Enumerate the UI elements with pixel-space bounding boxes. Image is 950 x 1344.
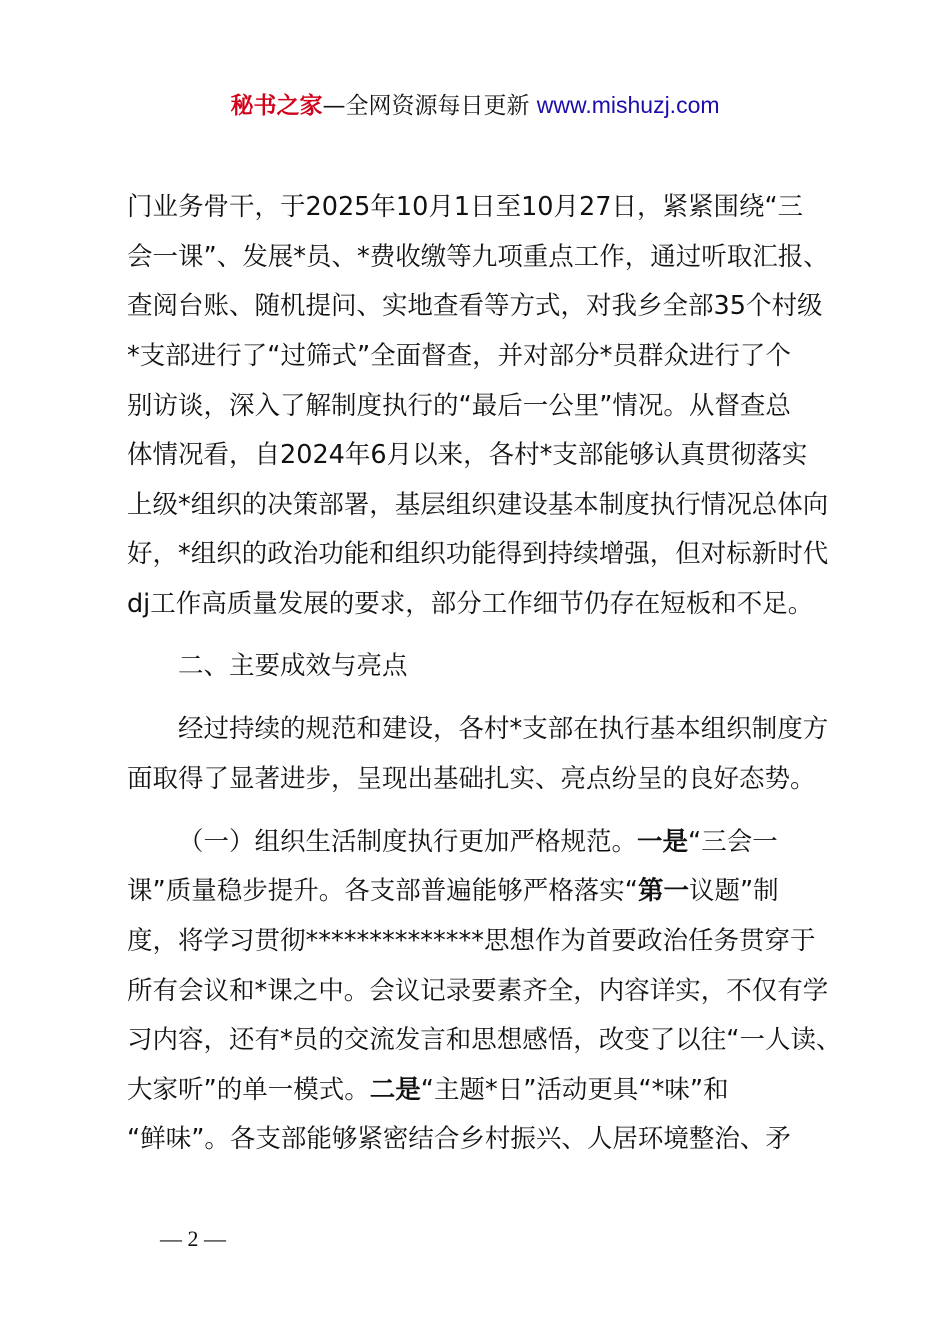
body-line: “鲜味”。各支部能够紧密结合乡村振兴、人居环境整治、矛	[127, 1124, 791, 1154]
body-line: 好，*组织的政治功能和组织功能得到持续增强，但对标新时代	[127, 539, 829, 569]
body-line: dj工作高质量发展的要求，部分工作细节仍存在短板和不足。	[127, 589, 814, 619]
body-line	[178, 825, 778, 859]
body-text: “主题*日”活动更具“*味”和	[420, 1075, 729, 1105]
body-line: 体情况看，自2024年6月以来，各村*支部能够认真贯彻落实	[127, 440, 808, 470]
body-text: “三会一	[688, 827, 778, 857]
body-line: 查阅台账、随机提问、实地查看等方式，对我乡全部35个村级	[127, 291, 823, 321]
body-line: 面取得了显著进步，呈现出基础扎实、亮点纷呈的良好态势。	[127, 764, 816, 794]
subsection-heading: （一）组织生活制度执行更加严格规范。	[178, 827, 638, 857]
body-text: 大家听”的单一模式。	[127, 1075, 370, 1105]
section-heading: 二、主要成效与亮点	[178, 651, 408, 681]
body-line: 上级*组织的决策部署，基层组织建设基本制度执行情况总体向	[127, 490, 829, 520]
body-line	[127, 874, 779, 908]
body-line: 别访谈，深入了解制度执行的“最后一公里”情况。从督查总	[127, 391, 791, 421]
page-number: — 2 —	[160, 1226, 226, 1251]
brand-name: 秘书之家	[230, 93, 323, 119]
body-line	[127, 1073, 729, 1107]
body-line: 会一课”、发展*员、*费收缴等九项重点工作，通过听取汇报、	[127, 242, 829, 272]
body-text: 课”质量稳步提升。各支部普遍能够严格落实“	[127, 876, 638, 906]
body-line: *支部进行了“过筛式”全面督查，并对部分*员群众进行了个	[127, 341, 791, 371]
emphasis: 第一	[637, 876, 689, 906]
body-text: 议题”制	[688, 876, 779, 906]
body-line: 度，将学习贯彻**************思想作为首要政治任务贯穿于	[127, 926, 816, 956]
site-header	[0, 88, 950, 123]
emphasis: 一是	[637, 827, 689, 857]
site-link[interactable]: www.mishuzj.com	[536, 92, 720, 118]
header-tagline: —全网资源每日更新	[322, 93, 537, 119]
body-line: 所有会议和*课之中。会议记录要素齐全，内容详实，不仅有学	[127, 976, 829, 1006]
emphasis: 二是	[369, 1075, 421, 1105]
body-line: 经过持续的规范和建设，各村*支部在执行基本组织制度方	[178, 714, 829, 744]
body-line: 门业务骨干，于2025年10月1日至10月27日，紧紧围绕“三	[127, 192, 804, 222]
body-line: 习内容，还有*员的交流发言和思想感悟，改变了以往“一人读、	[127, 1025, 842, 1055]
